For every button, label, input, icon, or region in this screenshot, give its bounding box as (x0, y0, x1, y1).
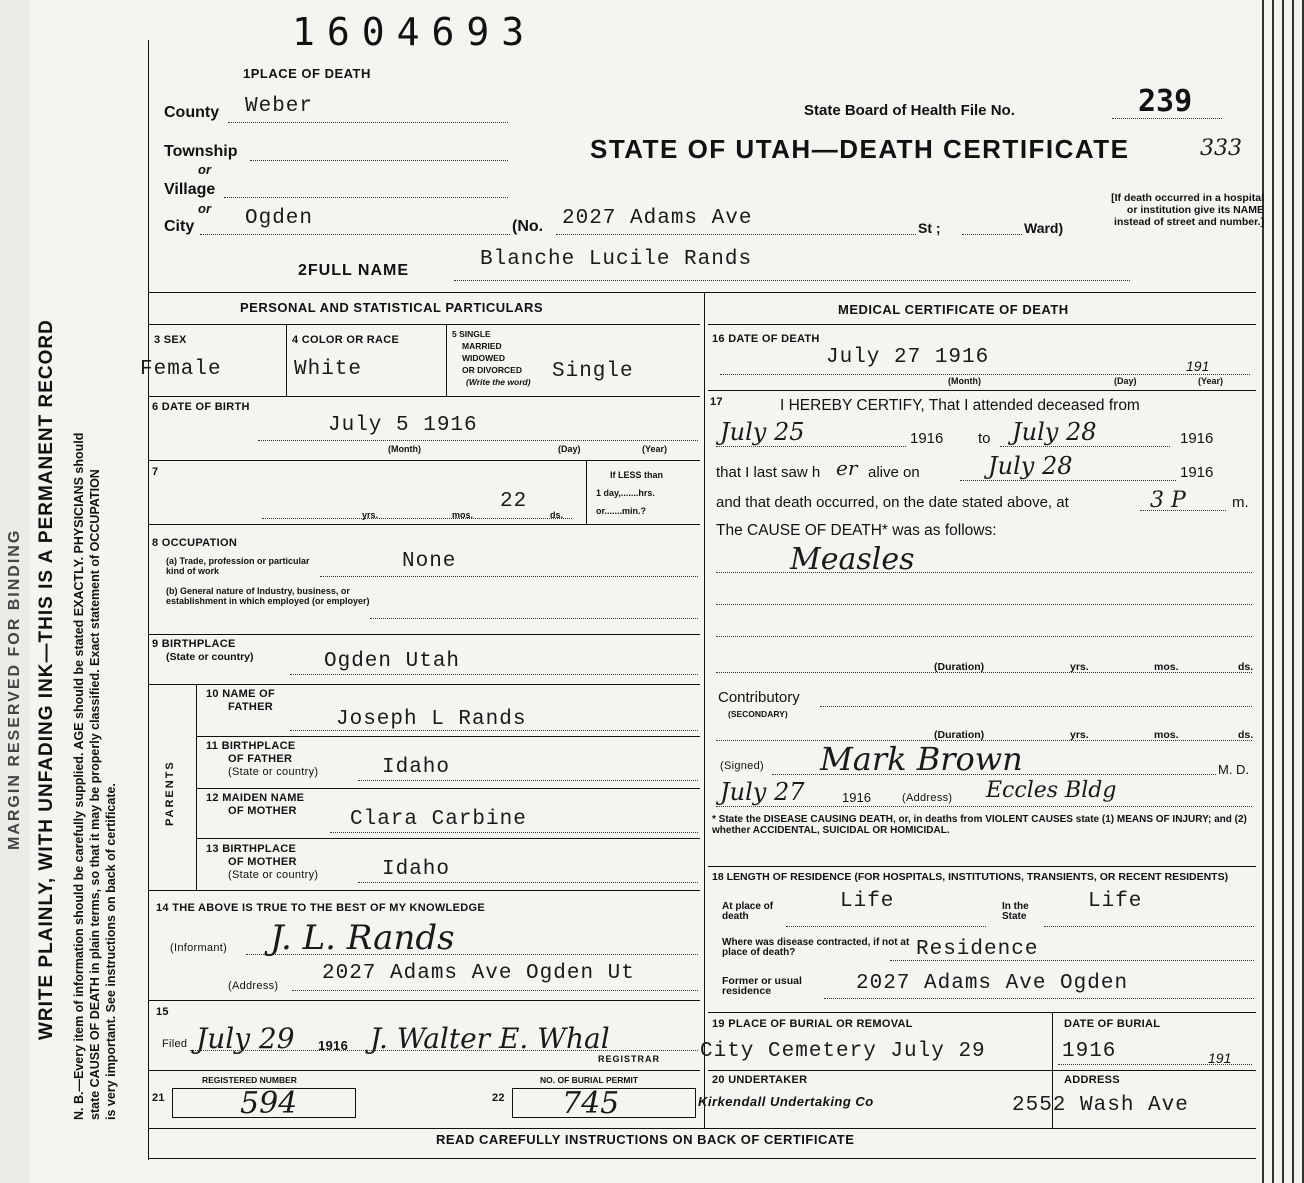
burial-date-value: 1916 (1062, 1040, 1117, 1063)
burial-date-label: DATE OF BURIAL (1064, 1018, 1161, 1030)
or-2: or (198, 201, 211, 216)
mother-name-value: Clara Carbine (350, 808, 527, 831)
informant-label: (Informant) (170, 942, 228, 954)
ward-label: Ward) (1024, 220, 1064, 236)
former-value: 2027 Adams Ave Ogden (856, 972, 1129, 995)
undertaker-value: Kirkendall Undertaking Co (698, 1094, 874, 1109)
color-label: 4 COLOR OR RACE (292, 334, 400, 346)
parents-label: PARENTS (164, 760, 176, 826)
marital-label-1: 5 SINGLE (452, 329, 491, 339)
last-saw-hand: er (836, 456, 858, 480)
father-bp-label-2: OF FATHER (228, 753, 293, 765)
contracted-value: Residence (916, 938, 1039, 961)
last-saw-year: 1916 (1180, 464, 1214, 481)
death-occurred-text: and that death occurred, on the date stated above, at (716, 494, 1069, 511)
village-label: Village (164, 181, 216, 198)
dod-value: July 27 1916 (826, 346, 990, 369)
binding-text: MARGIN RESERVED FOR BINDING (6, 528, 23, 850)
dob-month-caption: (Month) (388, 444, 421, 454)
burial-place-value: City Cemetery July 29 (700, 1040, 986, 1063)
color-value: White (294, 358, 363, 381)
registrar-label: REGISTRAR (598, 1054, 661, 1064)
or-1: or (198, 162, 211, 177)
hospital-note: [If death occurred in a hospital or institution give its NAME instead of street and number.] (1111, 192, 1264, 228)
age-label: 7 (152, 466, 159, 478)
permanent-record-text: WRITE PLAINLY, WITH UNFADING INK—THIS IS A PERMANENT RECORD (36, 319, 57, 1040)
duration-yrs-2: yrs. (1070, 729, 1089, 741)
marital-label-5: (Write the word) (466, 377, 531, 387)
age-mos-caption: mos. (452, 510, 474, 520)
dod-month-caption: (Month) (948, 376, 981, 386)
physician-signature: Mark Brown (820, 740, 1023, 778)
former-label: Former or usual residence (722, 975, 802, 997)
at-place-value: Life (840, 890, 895, 913)
certify-num: 17 (710, 396, 723, 408)
full-name-value: Blanche Lucile Rands (480, 248, 753, 271)
dod-day-caption: (Day) (1114, 376, 1137, 386)
age-ds-caption: ds. (550, 510, 564, 520)
attended-to-year: 1916 (1180, 430, 1214, 447)
informant-address-label: (Address) (228, 980, 279, 992)
dob-label: 6 DATE OF BIRTH (152, 401, 250, 413)
birthplace-caption: (State or country) (166, 651, 254, 663)
at-place-label: At place of death (722, 901, 774, 922)
reg-num-index: 21 (152, 1092, 165, 1104)
dob-year-caption: (Year) (642, 444, 668, 454)
filed-date: July 29 (196, 1022, 295, 1055)
full-name-label: 2FULL NAME (298, 262, 410, 279)
signed-date: July 27 (720, 778, 805, 806)
in-state-label: In the State (1002, 901, 1029, 922)
street-number-label: (No. (512, 218, 544, 235)
less-than-3: or.......min.? (596, 506, 647, 516)
physician-address-value: Eccles Bldg (986, 778, 1117, 803)
medical-section-title: MEDICAL CERTIFICATE OF DEATH (838, 302, 1069, 317)
marital-label-4: OR DIVORCED (462, 365, 522, 375)
reg-num-label: REGISTERED NUMBER (202, 1075, 297, 1085)
instructions-note-line1: N. B.—Every item of information should be carefully supplied. AGE should be stated EXACTLY. PHYSICIANS should (72, 432, 86, 1120)
physician-address-label: (Address) (902, 792, 953, 804)
last-saw-date: July 28 (988, 452, 1073, 480)
title-handwritten-number: 333 (1200, 136, 1242, 161)
mother-bp-label-1: 13 BIRTHPLACE (206, 843, 297, 855)
attended-to-label: to (978, 430, 991, 447)
sex-value: Female (140, 358, 222, 381)
cause-label: The CAUSE OF DEATH* was as follows: (716, 522, 997, 539)
father-name-value: Joseph L Rands (336, 708, 527, 731)
secondary-label: (SECONDARY) (728, 709, 788, 719)
occupation-a-label: (a) Trade, profession or particular kind of work (166, 556, 310, 576)
less-than-2: 1 day,.......hrs. (596, 488, 655, 498)
duration-mos-1: mos. (1154, 661, 1179, 673)
dod-year-print: 191 (1186, 358, 1210, 374)
father-bp-label-3: (State or country) (228, 766, 319, 778)
page-edge-stack (1254, 0, 1304, 1183)
father-bp-label-1: 11 BIRTHPLACE (206, 740, 296, 752)
undertaker-label: 20 UNDERTAKER (712, 1074, 808, 1086)
certify-text: I HEREBY CERTIFY, That I attended deceased from (780, 397, 1140, 414)
mother-bp-label-2: OF MOTHER (228, 856, 297, 868)
city-value: Ogden (245, 207, 314, 230)
file-number-value: 239 (1138, 84, 1193, 119)
instructions-note-line3: is very important. See instructions on back of certificate. (104, 783, 118, 1120)
attended-from-year: 1916 (910, 430, 944, 447)
true-statement-label: 14 THE ABOVE IS TRUE TO THE BEST OF MY KNOWLEDGE (156, 902, 485, 914)
filed-label: Filed (162, 1038, 188, 1050)
certificate-number: 1604693 (292, 10, 537, 54)
personal-section-title: PERSONAL AND STATISTICAL PARTICULARS (240, 300, 544, 315)
city-label: City (164, 218, 195, 235)
informant-signature: J. L. Rands (270, 918, 455, 958)
burial-place-label: 19 PLACE OF BURIAL OR REMOVAL (712, 1018, 913, 1030)
place-of-death-label: 1PLACE OF DEATH (243, 66, 371, 81)
marital-label-2: MARRIED (462, 341, 502, 351)
dod-year-caption: (Year) (1198, 376, 1224, 386)
birthplace-label: 9 BIRTHPLACE (152, 638, 236, 650)
residence-label: 18 LENGTH OF RESIDENCE (FOR HOSPITALS, INSTITUTIONS, TRANSIENTS, OR RECENT RESIDENTS) (712, 871, 1229, 883)
signed-label: (Signed) (720, 760, 764, 772)
undertaker-address-value: 2552 Wash Ave (1012, 1094, 1189, 1117)
occupation-label: 8 OCCUPATION (152, 537, 238, 549)
attended-from-date: July 25 (720, 418, 805, 446)
time-of-death: 3 P (1150, 488, 1186, 513)
md-label: M. D. (1218, 762, 1250, 777)
contributory-label: Contributory (718, 689, 800, 706)
county-value: Weber (245, 95, 314, 118)
m-label: m. (1232, 494, 1249, 511)
duration-ds-1: ds. (1238, 661, 1254, 673)
marital-label-3: WIDOWED (462, 353, 505, 363)
burial-year-print: 191 (1208, 1050, 1232, 1066)
mother-label-1: 12 MAIDEN NAME (206, 792, 305, 804)
sex-label: 3 SEX (154, 334, 187, 346)
street-address-value: 2027 Adams Ave (562, 207, 753, 230)
instructions-note-line2: state CAUSE OF DEATH in plain terms, so that it may be properly classified. Exact statement of OCCUPATION (88, 469, 102, 1120)
attended-to-date: July 28 (1012, 418, 1097, 446)
age-yrs-caption: yrs. (362, 510, 379, 520)
in-state-value: Life (1088, 890, 1143, 913)
burial-permit-value: 745 (562, 1086, 620, 1121)
street-label: St ; (918, 220, 941, 236)
occupation-value: None (402, 550, 457, 573)
footer-instructions: READ CAREFULLY INSTRUCTIONS ON BACK OF CERTIFICATE (436, 1132, 855, 1147)
duration-label-1: (Duration) (934, 661, 985, 673)
reg-num-value: 594 (240, 1086, 298, 1121)
dob-day-caption: (Day) (558, 444, 581, 454)
duration-yrs-1: yrs. (1070, 661, 1089, 673)
father-label-2: FATHER (228, 701, 273, 713)
footnote: * State the DISEASE CAUSING DEATH, or, in deaths from VIOLENT CAUSES state (1) MEANS OF INJURY; and (2) whether ACCIDENTAL, SUICIDAL OR HOMICIDAL. (712, 814, 1247, 836)
mother-label-2: OF MOTHER (228, 805, 297, 817)
duration-ds-2: ds. (1238, 729, 1254, 741)
birthplace-value: Ogden Utah (324, 650, 461, 673)
signed-year: 1916 (842, 790, 871, 805)
informant-address-value: 2027 Adams Ave Ogden Ut (322, 962, 635, 985)
dob-value: July 5 1916 (328, 414, 478, 437)
cause-value: Measles (790, 542, 915, 577)
last-saw-label: that I last saw h (716, 464, 821, 481)
certificate-title: STATE OF UTAH—DEATH CERTIFICATE (590, 134, 1130, 164)
township-label: Township (164, 143, 238, 160)
undertaker-address-label: ADDRESS (1064, 1074, 1120, 1086)
father-birthplace-value: Idaho (382, 756, 451, 779)
contracted-label: Where was disease contracted, if not at place of death? (722, 937, 910, 958)
county-label: County (164, 104, 220, 121)
father-label-1: 10 NAME OF (206, 688, 276, 700)
burial-permit-index: 22 (492, 1092, 505, 1104)
marital-value: Single (552, 360, 634, 383)
duration-label-2: (Duration) (934, 729, 985, 741)
filed-num: 15 (156, 1006, 169, 1018)
alive-on-label: alive on (868, 464, 920, 481)
registrar-signature: J. Walter E. Whal (370, 1022, 610, 1055)
age-days-value: 22 (500, 490, 528, 513)
burial-permit-label: NO. OF BURIAL PERMIT (540, 1075, 639, 1085)
file-number-label: State Board of Health File No. (804, 102, 1015, 119)
filed-year: 1916 (318, 1038, 349, 1053)
duration-mos-2: mos. (1154, 729, 1179, 741)
less-than-1: If LESS than (610, 470, 664, 480)
mother-birthplace-value: Idaho (382, 858, 451, 881)
dod-label: 16 DATE OF DEATH (712, 333, 820, 345)
occupation-b-label: (b) General nature of Industry, business, or establishment in which employed (or employer) (166, 586, 370, 606)
mother-bp-label-3: (State or country) (228, 869, 319, 881)
